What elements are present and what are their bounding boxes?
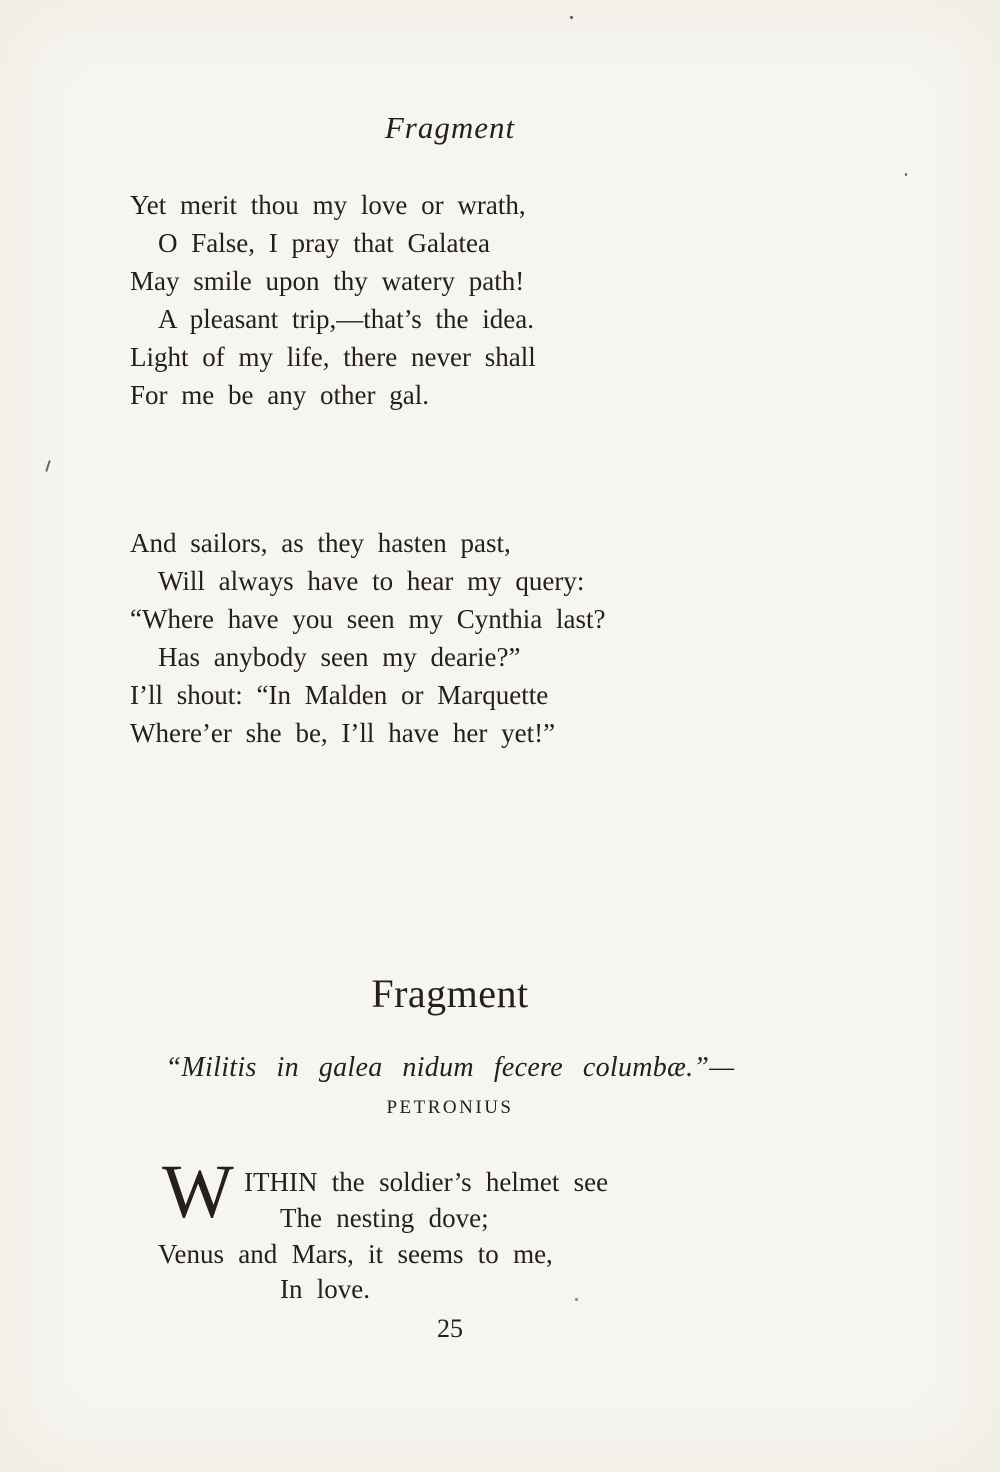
poem-stanza-1 — [130, 186, 536, 414]
page-number: 25 — [437, 1314, 463, 1343]
poem-line: Has anybody seen my dearie?” — [158, 642, 521, 672]
poem-line: Where’er she be, I’ll have her yet!” — [130, 718, 556, 748]
scan-speck — [570, 16, 573, 19]
poem-line: A pleasant trip,—that’s the idea. — [158, 304, 534, 334]
poem-line: Yet merit thou my love or wrath, — [130, 190, 526, 220]
scan-speck — [575, 1298, 578, 1301]
poem-line: O False, I pray that Galatea — [158, 228, 490, 258]
poem-title-first: Fragment — [384, 110, 516, 145]
poem-line: In love. — [280, 1274, 371, 1304]
scan-speck — [905, 173, 907, 176]
poem-stanza-2 — [130, 524, 605, 752]
poem-line: “Where have you seen my Cynthia last? — [130, 604, 606, 634]
poem-line: I’ll shout: “In Malden or Marquette — [130, 680, 549, 710]
poem-line: Will always have to hear my query: — [158, 566, 585, 596]
poem-line: May smile upon thy watery path! — [130, 266, 525, 296]
poem-line: The nesting dove; — [280, 1203, 489, 1233]
poem-line: Venus and Mars, it seems to me, — [158, 1239, 553, 1269]
poem-line: And sailors, as they hasten past, — [130, 528, 511, 558]
poem-line: ITHIN the soldier’s helmet see — [244, 1167, 609, 1197]
epigraph: “Militis in galea nidum fecere columbæ.”— — [165, 1052, 735, 1083]
poem-line: Light of my life, there never shall — [130, 342, 536, 372]
scan-scratch — [45, 460, 51, 472]
drop-cap: W — [162, 1150, 234, 1234]
poem-title-second: Fragment — [371, 971, 529, 1016]
epigraph-attribution: PETRONIUS — [386, 1097, 514, 1118]
poem-line: For me be any other gal. — [130, 380, 430, 410]
